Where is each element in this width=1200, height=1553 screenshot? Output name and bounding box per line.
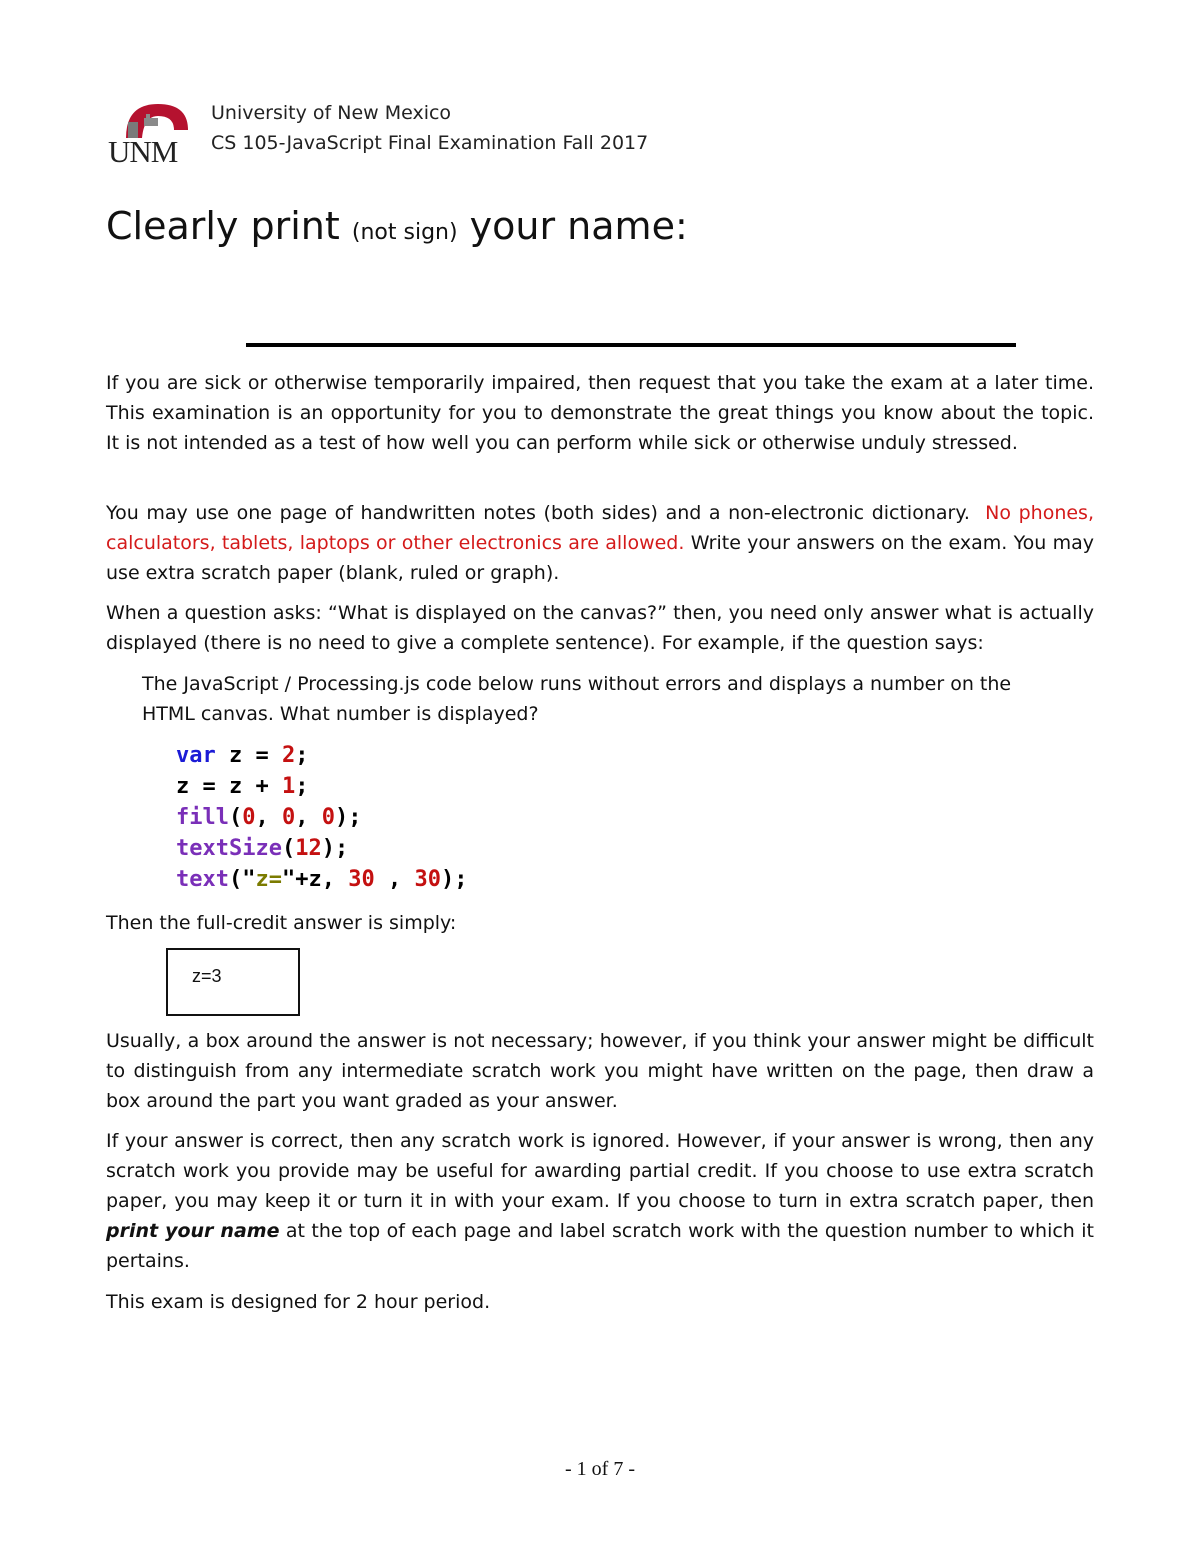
instruction-paragraph-2: [106, 498, 1094, 588]
page-number: - 1 of 7 -: [565, 1458, 635, 1480]
code-sample: var z = 2; z = z + 1; fill(0, 0, 0); textSize(12); text("z="+z, 30 , 30);: [176, 743, 468, 892]
example-answer-box: [166, 948, 300, 1016]
instruction-paragraph-3: When a question asks: “What is displayed on the canvas?” then, you need only answer what is actually displayed (there is no need to give a complete sentence). For example, if the question says:: [106, 602, 1094, 654]
para2-warning: No phones, calculators, tablets, laptops or other electronics are allowed.: [106, 502, 1095, 554]
title-part-3: your name:: [469, 204, 688, 248]
para2-text-after: Write your answers on the exam. You may use extra scratch paper (blank, ruled or graph).: [106, 532, 1095, 584]
title-part-1: Clearly print: [106, 204, 340, 248]
instruction-paragraph-1: If you are sick or otherwise temporarily impaired, then request that you take the exam at a later time. This examination is an opportunity for you to demonstrate the great things you know about the topic. It is not intended as a test of how well you can perform while sick or otherwise unduly stressed.: [106, 372, 1094, 454]
answer-intro: Then the full-credit answer is simply:: [106, 912, 457, 934]
unm-logo-text: UNM: [108, 134, 178, 169]
name-field-line: [246, 343, 1016, 347]
instruction-paragraph-6: This exam is designed for 2 hour period.: [106, 1291, 491, 1313]
page-title: [106, 204, 688, 248]
instruction-paragraph-4: Usually, a box around the answer is not necessary; however, if you think your answer might be difficult to distinguish from any intermediate scratch work you might have written on the page, then draw a box around the part you want graded as your answer.: [106, 1030, 1094, 1112]
course-title: CS 105-JavaScript Final Examination Fall 2017: [211, 132, 649, 154]
unm-logo: [108, 100, 194, 168]
example-prompt: The JavaScript / Processing.js code below runs without errors and displays a number on the HTML canvas. What number is displayed?: [142, 673, 1012, 725]
title-part-2: (not sign): [351, 220, 458, 245]
para5-emphasis: print your name: [106, 1220, 280, 1242]
institution-name: University of New Mexico: [211, 102, 452, 124]
example-answer-value: z=3: [192, 966, 222, 986]
para2-text: You may use one page of handwritten notes (both sides) and a non-electronic dictionary.: [106, 502, 970, 524]
instruction-paragraph-5: [106, 1126, 1094, 1276]
para5-text: If your answer is correct, then any scratch work is ignored. However, if your answer is wrong, then any scratch work you provide may be useful for awarding partial credit. If you choose to use extra scratch paper, you may keep it or turn it in with your exam. If you choose to turn in extra scratch paper, then: [106, 1130, 1094, 1212]
para5-text-after: at the top of each page and label scratch work with the question number to which it pertains.: [106, 1220, 1094, 1272]
